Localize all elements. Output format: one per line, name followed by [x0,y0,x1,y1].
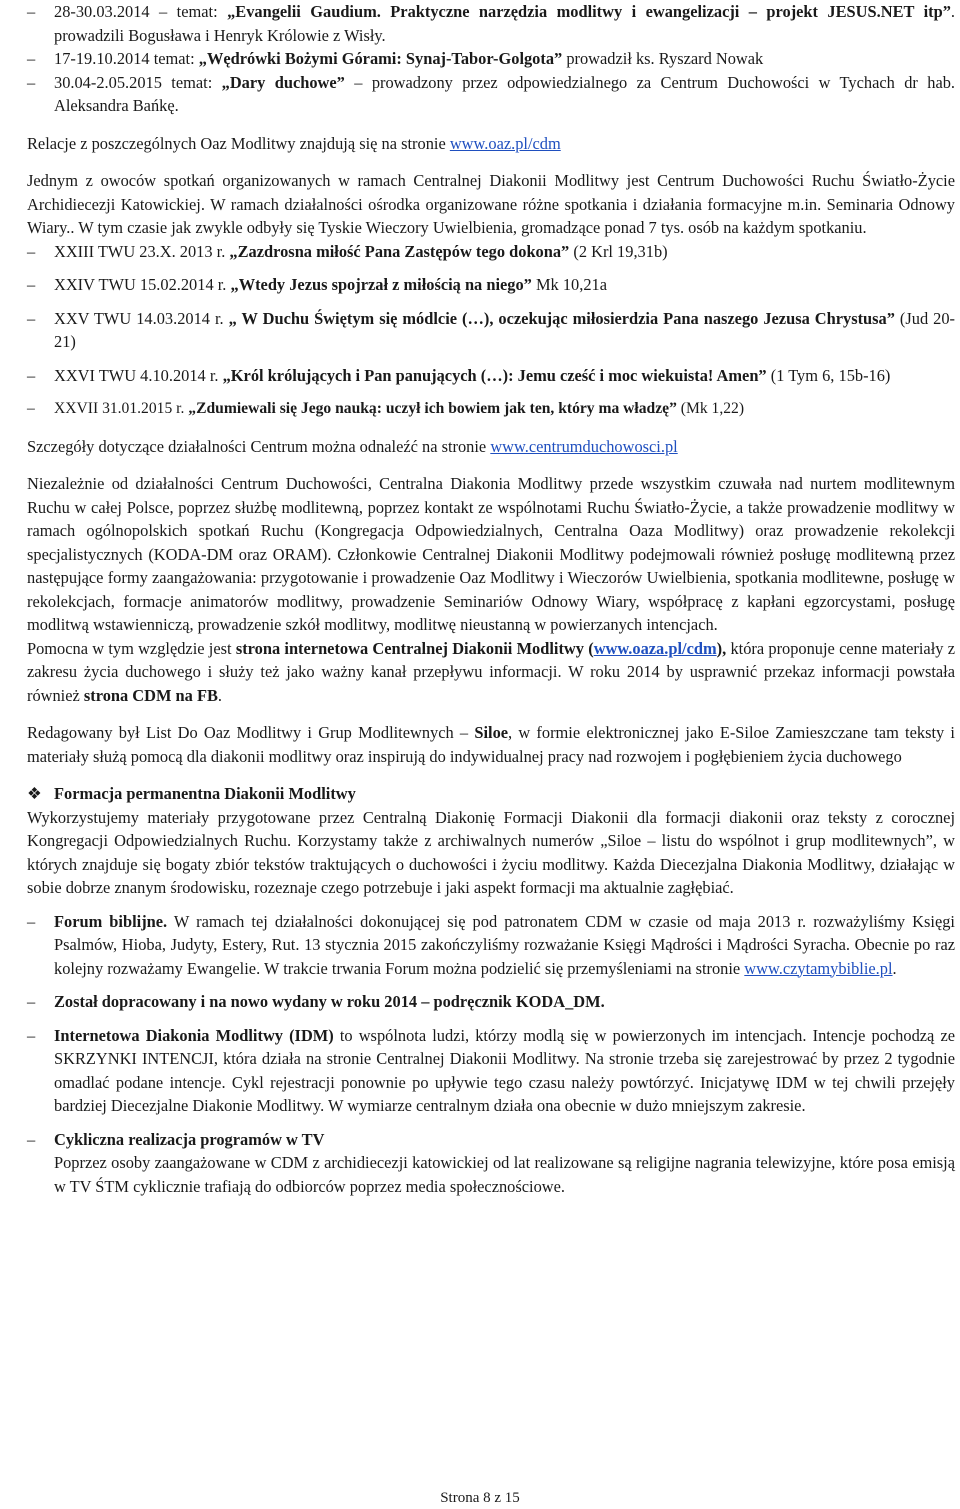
page-footer: Strona 8 z 15 [440,1490,520,1506]
list-item: – Cykliczna realizacja programów w TV Poprzez osoby zaangażowane w CDM z archidiecezji katowickiej od lat realizowane są religijne nagrania telewizyjne, które posa emisją w TV ŚTM cyklicznie trafiają do odbiorców poprzez media społecznościowe. [27,1129,955,1196]
dash-bullet-icon: – [27,1129,36,1149]
list-item: – Forum biblijne. W ramach tej działalności dokonującej się pod patronatem CDM w czasie od maja 2013 r. rozważyliśmy Księgi Psalmów, Hioba, Judyty, Estery, Rut. 13 stycznia 2015 zakończyliśmy rozważanie Księgi Mądrości i Mądrości Syracha. Obecnie po raz kolejny rozważamy Ewangelie. W trakcie trwania Forum można podzielić się przemyśleniami na stronie www.czytamybiblie.pl. [27,911,955,978]
list-item: – 30.04-2.05.2015 temat: „Dary duchowe” – prowadzony przez odpowiedzialnego za Centrum Duchowości w Tychach dr hab. Aleksandra Bańkę. [27,72,956,115]
dash-bullet-icon: – [27,241,36,261]
szczegoly-line: Szczegóły dotyczące działalności Centrum można odnaleźć na stronie www.centrumduchowosci.pl [27,436,678,456]
list-item: – Został dopracowany i na nowo wydany w roku 2014 – podręcznik KODA_DM. [27,990,955,1014]
diamond-bullet-icon: ❖ [27,784,42,803]
centrum-link[interactable]: www.centrumduchowosci.pl [490,436,678,456]
dash-bullet-icon: – [27,308,36,328]
list-item: – XXVII 31.01.2015 r. „Zdumiewali się Jego nauką: uczył ich bowiem jak ten, który ma władzę” (Mk 1,22) [27,397,955,421]
dash-bullet-icon: – [27,2,36,21]
list-item: – XXV TWU 14.03.2014 r. „ W Duchu Świętym się módlcie (…), oczekując miłosierdzia Pana naszego Jezusa Chrystusa” (Jud 20-21) [27,308,955,351]
dash-bullet-icon: – [27,911,36,931]
wykorzystujemy-paragraph: Wykorzystujemy materiały przygotowane przez Centralną Diakonię Formacji Diakonii dla formacji diakonii oraz teksty z corocznej Kongregacji Odpowiedzialnych Ruchu. Korzystamy także z archiwalnych numerów „Siloe – listu do wspólnot i grup modlitewnych”, w których znajduje się bogaty zbiór tekstów traktujących o duchowości i życiu modlitwy. Każda Diecezjalna Diakonia Modlitwy, działając w sobie dobrze znanym środowisku, rozeznaje czego potrzebuje i jaki aspekt formacji ma aktualnie zagłębiać. [27,807,955,897]
dash-bullet-icon: – [27,365,36,385]
dash-bullet-icon: – [27,400,35,417]
oaz-link[interactable]: www.oaz.pl/cdm [449,133,561,153]
dash-bullet-icon: – [27,275,36,294]
intro-paragraph: Jednym z owoców spotkań organizowanych w ramach Centralnej Diakonii Modlitwy jest Centrum Duchowości Ruchu Światło-Życie Archidiecezji Katowickiej. W ramach działalności ośrodka organizowane różne spotkania i działania formacyjne m.in. Seminaria Odnowy Wiary.. W tym czasie jak zwykle odbyły się Tyskie Wieczory Uwielbienia, gromadzące ponad 7 tys. osób na każdym spotkaniu. [27,171,955,237]
list-item: – XXIV TWU 15.02.2014 r. „Wtedy Jezus spojrzał z miłością na niego” Mk 10,21a [27,273,955,297]
niezaleznie-paragraph: Niezależnie od działalności Centrum Duchowości, Centralna Diakonia Modlitwy przede wszystkim czuwała nad nurtem modlitewnym Ruchu w całej Polsce, poprzez służbę modlitewną, poprzez kontakt ze wspólnotami Ruchu Światło-Życie, a także prowadzenie modlitwy w ramach ogólnopolskich spotkań Ruchu (Kongregacja Odpowiedzialnych, Centralna Oaza Modlitwy) oraz prowadzenie rekolekcji specjalistycznych (KODA-DM oraz ORAM). Członkowie Centralnej Diakonii Modlitwy podejmowali również posługę modlitewną przez następujące formy zaangażowania: przygotowanie i prowadzenie Oaz Modlitwy i Wieczorów Uwielbienia, spotkania modlitewne, posługę w rekolekcjach, formacje animatorów modlitwy, prowadzenie Seminariów Odnowy Wiary, współpracę z kapłani egzorcystami, posługę modlitwą wstawienniczą, prowadzenie szkół modlitwy, modlitwę nieustanną w powierzanych intencjach. [27,474,955,634]
czytamybiblie-link[interactable]: www.czytamybiblie.pl [744,958,893,978]
dash-bullet-icon: – [27,72,36,92]
relacje-line: Relacje z poszczególnych Oaz Modlitwy znajdują się na stronie www.oaz.pl/cdm [27,133,561,153]
list-item: – XXIII TWU 23.X. 2013 r. „Zazdrosna miłość Pana Zastępów tego dokona” (2 Krl 19,31b) [27,240,955,264]
redagowany-paragraph: Redagowany był List Do Oaz Modlitwy i Grup Modlitewnych – Siloe, w formie elektronicznej jako E-Siloe Zamieszczane tam teksty i materiały służą pomocą dla diakonii modlitwy oraz inspirują do indywidualnej pracy nad rozwojem i pogłębieniem życia duchowego [27,723,955,766]
dash-bullet-icon: – [27,49,36,68]
list-item: – XXVI TWU 4.10.2014 r. „Król królujących i Pan panujących (…): Jemu cześć i moc wiekuista! Amen” (1 Tym 6, 15b-16) [27,364,955,388]
pomocna-paragraph: Pomocna w tym względzie jest strona internetowa Centralnej Diakonii Modlitwy (www.oaza.pl/cdm), która proponuje cenne materiały z zakresu życia duchowego i służy też jako ważny kanał przepływu informacji. W roku 2014 by usprawnić przekaz informacji powstała również strona CDM na FB. [27,638,955,705]
list-item: – Internetowa Diakonia Modlitwy (IDM) to wspólnota ludzi, którzy modlą się w powierzonych im intencjach. Intencje pochodzą ze SKRZYNKI INTENCJI, która działa na stronie Centralnej Diakonii Modlitwy. Na stronie trzeba się zarejestrować by przez 2 tygodnie omadlać podane intencje. Cykl rejestracji ponownie po upływie tego czasu należy powtórzyć. Inicjatywę IDM w tej chwili przejęły bardziej Diecezjalne Diakonie Modlitwy. W wymiarze centralnym działa ona obecnie w dużo mniejszym zakresie. [27,1025,955,1115]
list-item: – 28-30.03.2014 – temat: „Evangelii Gaudium. Praktyczne narzędzia modlitwy i ewangelizacji – projekt JESUS.NET itp”. prowadzili Bogusława i Henryk Królowie z Wisły. [27,2,955,45]
list-item: – 17-19.10.2014 temat: „Wędrówki Bożymi Górami: Synaj-Tabor-Golgota” prowadził ks. Ryszard Nowak [27,47,955,71]
section-heading: ❖ Formacja permanentna Diakonii Modlitwy [27,782,955,806]
document-page [27,0,955,1198]
cdm-link[interactable]: www.oaza.pl/cdm [593,638,717,658]
dash-bullet-icon: – [27,1025,36,1045]
dash-bullet-icon: – [27,992,36,1011]
